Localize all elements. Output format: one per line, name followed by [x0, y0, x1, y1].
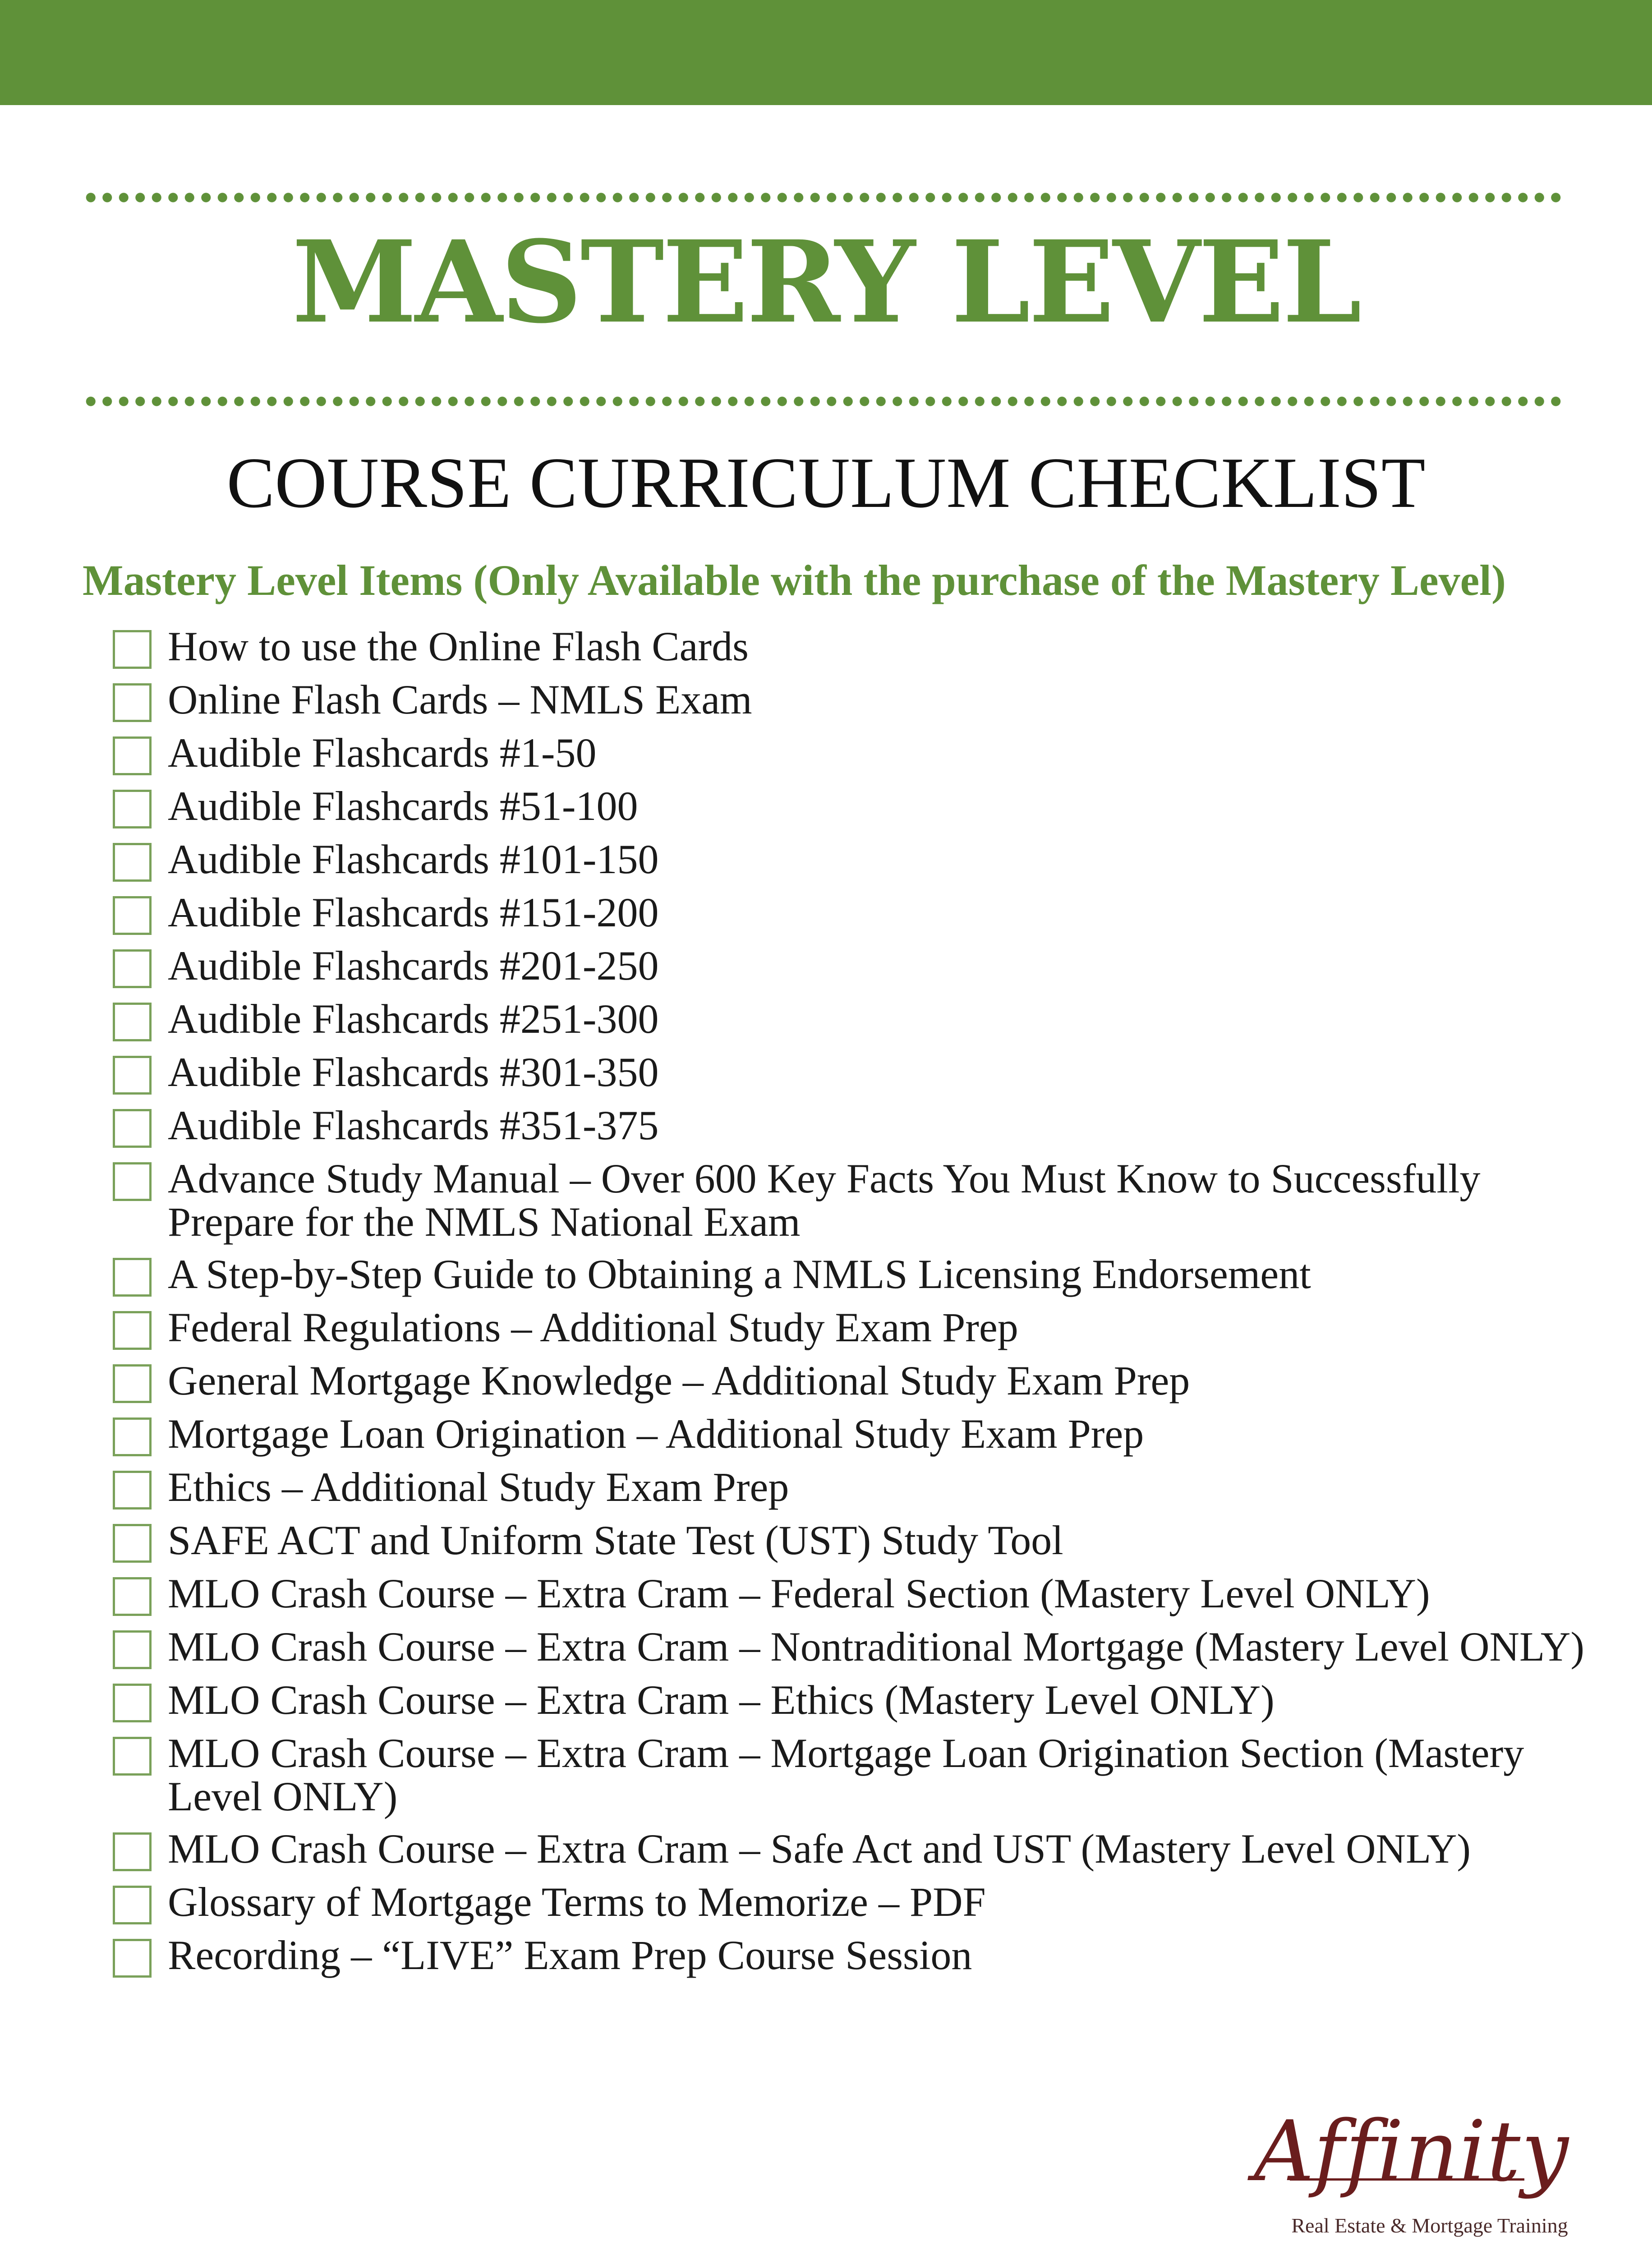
checkbox[interactable] — [113, 1417, 152, 1456]
checklist-item-label: Recording – “LIVE” Exam Prep Course Session — [168, 1932, 972, 1978]
checklist-item-label: General Mortgage Knowledge – Additional Study Exam Prep — [168, 1358, 1190, 1404]
logo-script: Affinity — [1254, 2103, 1569, 2200]
checklist-item-label: Audible Flashcards #301-350 — [168, 1049, 659, 1095]
checklist-item — [113, 1933, 1601, 1978]
checklist-item-label: MLO Crash Course – Extra Cram – Mortgage Loan Origination Section (Mastery Level ONLY) — [168, 1730, 1524, 1819]
checklist-item — [113, 678, 1601, 722]
checklist-item-label: MLO Crash Course – Extra Cram – Nontraditional Mortgage (Mastery Level ONLY) — [168, 1624, 1585, 1670]
checklist-item — [113, 1827, 1601, 1871]
checkbox[interactable] — [113, 1311, 152, 1350]
checklist-item — [113, 1572, 1601, 1616]
checklist-item-label: Audible Flashcards #201-250 — [168, 943, 659, 989]
checklist-item-label: Audible Flashcards #351-375 — [168, 1102, 659, 1148]
checklist-item-label: Federal Regulations – Additional Study Exam Prep — [168, 1304, 1018, 1350]
checklist-item-label: Mortgage Loan Origination – Additional Study Exam Prep — [168, 1411, 1144, 1457]
checkbox[interactable] — [113, 1162, 152, 1201]
checkbox[interactable] — [113, 790, 152, 828]
checklist-item — [113, 997, 1601, 1041]
checkbox[interactable] — [113, 949, 152, 988]
section-heading: Mastery Level Items (Only Available with the purchase of the Mastery Level) — [83, 556, 1506, 604]
checkbox[interactable] — [113, 736, 152, 775]
checklist-item-label: Audible Flashcards #251-300 — [168, 996, 659, 1042]
checkbox[interactable] — [113, 1886, 152, 1924]
checklist-item — [113, 1306, 1601, 1350]
checklist-item-label: A Step-by-Step Guide to Obtaining a NMLS Licensing Endorsement — [168, 1251, 1311, 1297]
checklist-item — [113, 1678, 1601, 1722]
dotted-divider-bottom — [83, 396, 1563, 407]
affinity-logo — [1254, 2102, 1569, 2250]
checkbox[interactable] — [113, 1939, 152, 1978]
checklist-item-label: Advance Study Manual – Over 600 Key Facts You Must Know to Successfully Prepare for the NMLS National Exam — [168, 1155, 1481, 1245]
checklist-item-label: MLO Crash Course – Extra Cram – Safe Act and UST (Mastery Level ONLY) — [168, 1826, 1471, 1872]
checklist-item-label: Online Flash Cards – NMLS Exam — [168, 676, 752, 723]
checkbox[interactable] — [113, 1258, 152, 1297]
checklist-item — [113, 1104, 1601, 1148]
checklist-item — [113, 1465, 1601, 1509]
checkbox[interactable] — [113, 1524, 152, 1563]
checklist-item-label: Audible Flashcards #1-50 — [168, 730, 597, 776]
checkbox[interactable] — [113, 1832, 152, 1871]
checklist-item-label: Audible Flashcards #151-200 — [168, 889, 659, 935]
checklist-item — [113, 1625, 1601, 1669]
checkbox[interactable] — [113, 683, 152, 722]
checklist-item — [113, 1880, 1601, 1924]
checklist-item-label: MLO Crash Course – Extra Cram – Federal Section (Mastery Level ONLY) — [168, 1570, 1430, 1616]
page-title: MASTERY LEVEL — [292, 216, 1360, 348]
checklist-item — [113, 838, 1601, 882]
checklist-item — [113, 891, 1601, 935]
logo-tagline: Real Estate & Mortgage Training — [1291, 2214, 1568, 2237]
checkbox[interactable] — [113, 1109, 152, 1148]
checklist-item-label: Glossary of Mortgage Terms to Memorize – PDF — [168, 1879, 986, 1925]
checklist-item — [113, 1050, 1601, 1095]
checklist-item — [113, 1519, 1601, 1563]
checkbox[interactable] — [113, 896, 152, 935]
checklist-item — [113, 944, 1601, 988]
checklist-item-label: Audible Flashcards #101-150 — [168, 836, 659, 882]
checkbox[interactable] — [113, 1630, 152, 1669]
checklist-item — [113, 784, 1601, 828]
checklist-item-label: Audible Flashcards #51-100 — [168, 783, 638, 829]
checkbox[interactable] — [113, 1577, 152, 1616]
checkbox[interactable] — [113, 630, 152, 669]
checklist-item-label: How to use the Online Flash Cards — [168, 623, 749, 669]
top-banner — [0, 0, 1652, 105]
checklist-item — [113, 1412, 1601, 1456]
checklist-item-label: MLO Crash Course – Extra Cram – Ethics (Mastery Level ONLY) — [168, 1677, 1275, 1723]
checkbox[interactable] — [113, 1364, 152, 1403]
logo-underline — [1290, 2178, 1524, 2181]
checkbox[interactable] — [113, 1737, 152, 1776]
page-subtitle: COURSE CURRICULUM CHECKLIST — [226, 442, 1426, 523]
checkbox[interactable] — [113, 1056, 152, 1095]
checkbox[interactable] — [113, 1471, 152, 1509]
checklist-item-label: SAFE ACT and Uniform State Test (UST) Study Tool — [168, 1517, 1063, 1563]
checklist-item — [113, 625, 1601, 669]
curriculum-checklist — [113, 625, 1601, 1987]
checkbox[interactable] — [113, 843, 152, 882]
checklist-item — [113, 1157, 1601, 1243]
dotted-divider-top — [83, 192, 1563, 203]
checkbox[interactable] — [113, 1003, 152, 1041]
checklist-item — [113, 1731, 1601, 1818]
checklist-item — [113, 1359, 1601, 1403]
checklist-item — [113, 1252, 1601, 1297]
checklist-item — [113, 731, 1601, 775]
checkbox[interactable] — [113, 1684, 152, 1722]
checklist-item-label: Ethics – Additional Study Exam Prep — [168, 1464, 789, 1510]
